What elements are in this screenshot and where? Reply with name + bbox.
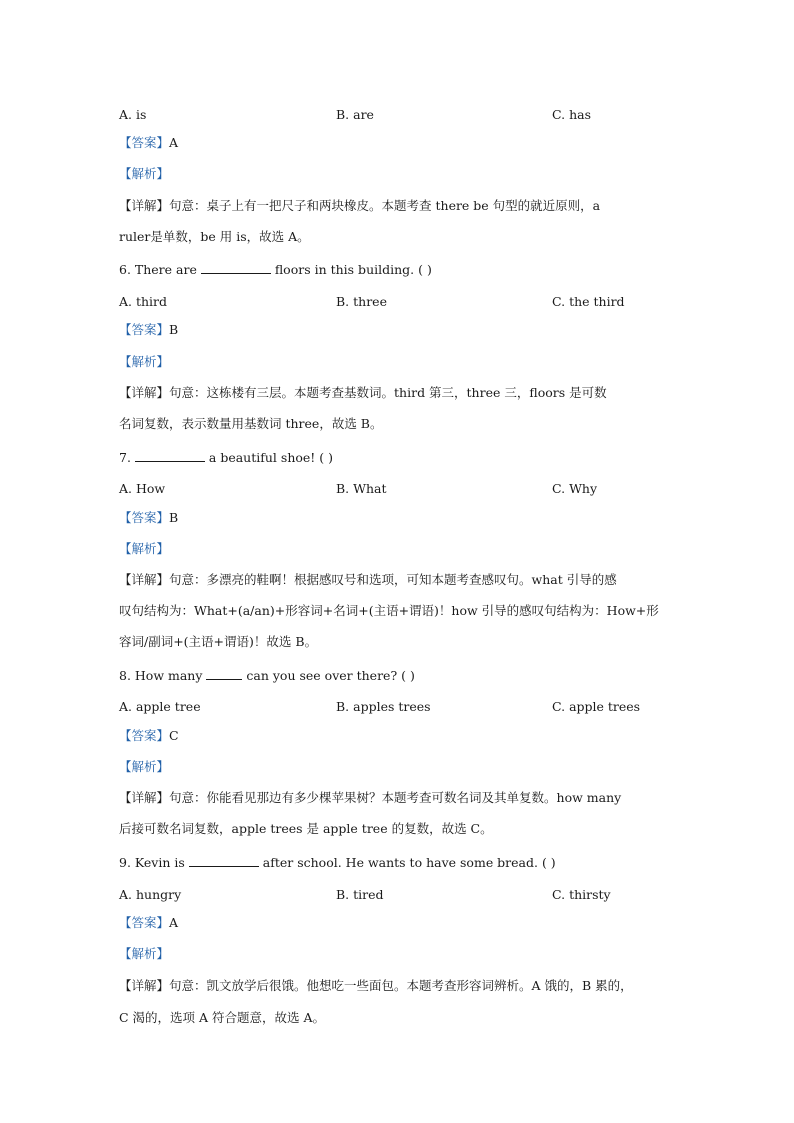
q6-option-c: C. the third (552, 294, 625, 309)
q6-detail-text-1: 句意：这栋楼有三层。本题考查基数词。third 第三，three 三，floors 是可数 (169, 385, 607, 400)
q6-answer-tag: 【答案】 (119, 322, 170, 337)
q8-detail-tag: 【详解】 (119, 790, 170, 805)
q8-detail-text-1: 句意：你能看见那边有多少棵苹果树？本题考查可数名词及其单复数。how many (169, 790, 622, 805)
q5-option-a: A. is (119, 107, 147, 122)
q6-detail-line-1 (119, 385, 607, 401)
q8-analysis-tag: 【解析】 (119, 759, 170, 774)
q5-answer: A (169, 135, 179, 150)
q9-answer-tag: 【答案】 (119, 915, 170, 930)
q8-answer: C (169, 728, 179, 743)
q7-detail-line-2: 叹句结构为：What+(a/an)+形容词+名词+(主语+谓语)！how 引导的感叹句结构为：How+形 (119, 603, 659, 618)
q8-stem (119, 668, 415, 684)
q6-option-b: B. three (336, 294, 387, 309)
q7-stem-before: 7. (119, 450, 131, 465)
q7-answer-line (119, 510, 178, 526)
q9-stem-before: 9. Kevin is (119, 855, 185, 870)
q5-analysis-line (119, 166, 169, 182)
q6-blank (201, 262, 271, 274)
q5-option-b: B. are (336, 107, 374, 122)
q5-analysis-tag: 【解析】 (119, 166, 170, 181)
q8-blank (206, 668, 242, 680)
q9-blank (189, 855, 259, 867)
q7-stem (119, 450, 333, 466)
q8-option-c: C. apple trees (552, 699, 641, 714)
q5-detail-line-1 (119, 198, 600, 214)
q7-answer-tag: 【答案】 (119, 510, 170, 525)
q6-stem (119, 262, 432, 278)
q5-answer-tag: 【答案】 (119, 135, 170, 150)
q9-option-b: B. tired (336, 887, 384, 902)
q8-option-b: B. apples trees (336, 699, 431, 714)
q6-detail-tag: 【详解】 (119, 385, 170, 400)
q9-answer-line (119, 915, 178, 931)
q5-option-c: C. has (552, 107, 591, 122)
q7-stem-after: a beautiful shoe! ( ) (208, 450, 334, 465)
q7-detail-line-1 (119, 572, 617, 588)
q9-stem-after: after school. He wants to have some bread. ( ) (262, 855, 556, 870)
q7-answer: B (169, 510, 179, 525)
q6-detail-line-2: 名词复数，表示数量用基数词 three，故选 B。 (119, 416, 383, 431)
q7-option-a: A. How (119, 481, 166, 496)
q5-detail-tag: 【详解】 (119, 198, 170, 213)
q8-answer-tag: 【答案】 (119, 728, 170, 743)
q6-option-a: A. third (119, 294, 168, 309)
q6-analysis-line (119, 354, 169, 370)
q9-detail-tag: 【详解】 (119, 978, 170, 993)
q9-option-a: A. hungry (119, 887, 182, 902)
q9-detail-line-2: C 渴的，选项 A 符合题意，故选 A。 (119, 1010, 326, 1025)
q9-analysis-line (119, 946, 169, 962)
q7-detail-text-1: 句意：多漂亮的鞋啊！根据感叹号和选项，可知本题考查感叹句。what 引导的感 (169, 572, 617, 587)
q6-analysis-tag: 【解析】 (119, 354, 170, 369)
q8-option-a: A. apple tree (119, 699, 201, 714)
q8-stem-before: 8. How many (119, 668, 203, 683)
q7-detail-line-3: 容词/副词+(主语+谓语)！故选 B。 (119, 634, 318, 649)
q8-detail-line-2: 后接可数名词复数，apple trees 是 apple tree 的复数，故选 C。 (119, 821, 493, 836)
q6-stem-after: floors in this building. ( ) (274, 262, 432, 277)
q8-stem-after: can you see over there? ( ) (246, 668, 415, 683)
q6-stem-before: 6. There are (119, 262, 197, 277)
q7-analysis-tag: 【解析】 (119, 541, 170, 556)
q9-detail-line-1 (119, 978, 633, 994)
q5-answer-line (119, 135, 178, 151)
q7-analysis-line (119, 541, 169, 557)
q7-blank (135, 450, 205, 462)
q8-analysis-line (119, 759, 169, 775)
q9-detail-text-1: 句意：凯文放学后很饿。他想吃一些面包。本题考查形容词辨析。A 饿的，B 累的， (169, 978, 633, 993)
q9-stem (119, 855, 556, 871)
q7-option-c: C. Why (552, 481, 598, 496)
q8-detail-line-1 (119, 790, 621, 806)
q9-answer: A (169, 915, 179, 930)
q9-option-c: C. thirsty (552, 887, 611, 902)
q5-detail-text-1: 句意：桌子上有一把尺子和两块橡皮。本题考查 there be 句型的就近原则，a (169, 198, 601, 213)
q6-answer-line (119, 322, 178, 338)
q6-answer: B (169, 322, 179, 337)
q7-detail-tag: 【详解】 (119, 572, 170, 587)
q8-answer-line (119, 728, 179, 744)
q5-detail-line-2: ruler是单数，be 用 is，故选 A。 (119, 229, 310, 244)
q9-analysis-tag: 【解析】 (119, 946, 170, 961)
q7-option-b: B. What (336, 481, 387, 496)
